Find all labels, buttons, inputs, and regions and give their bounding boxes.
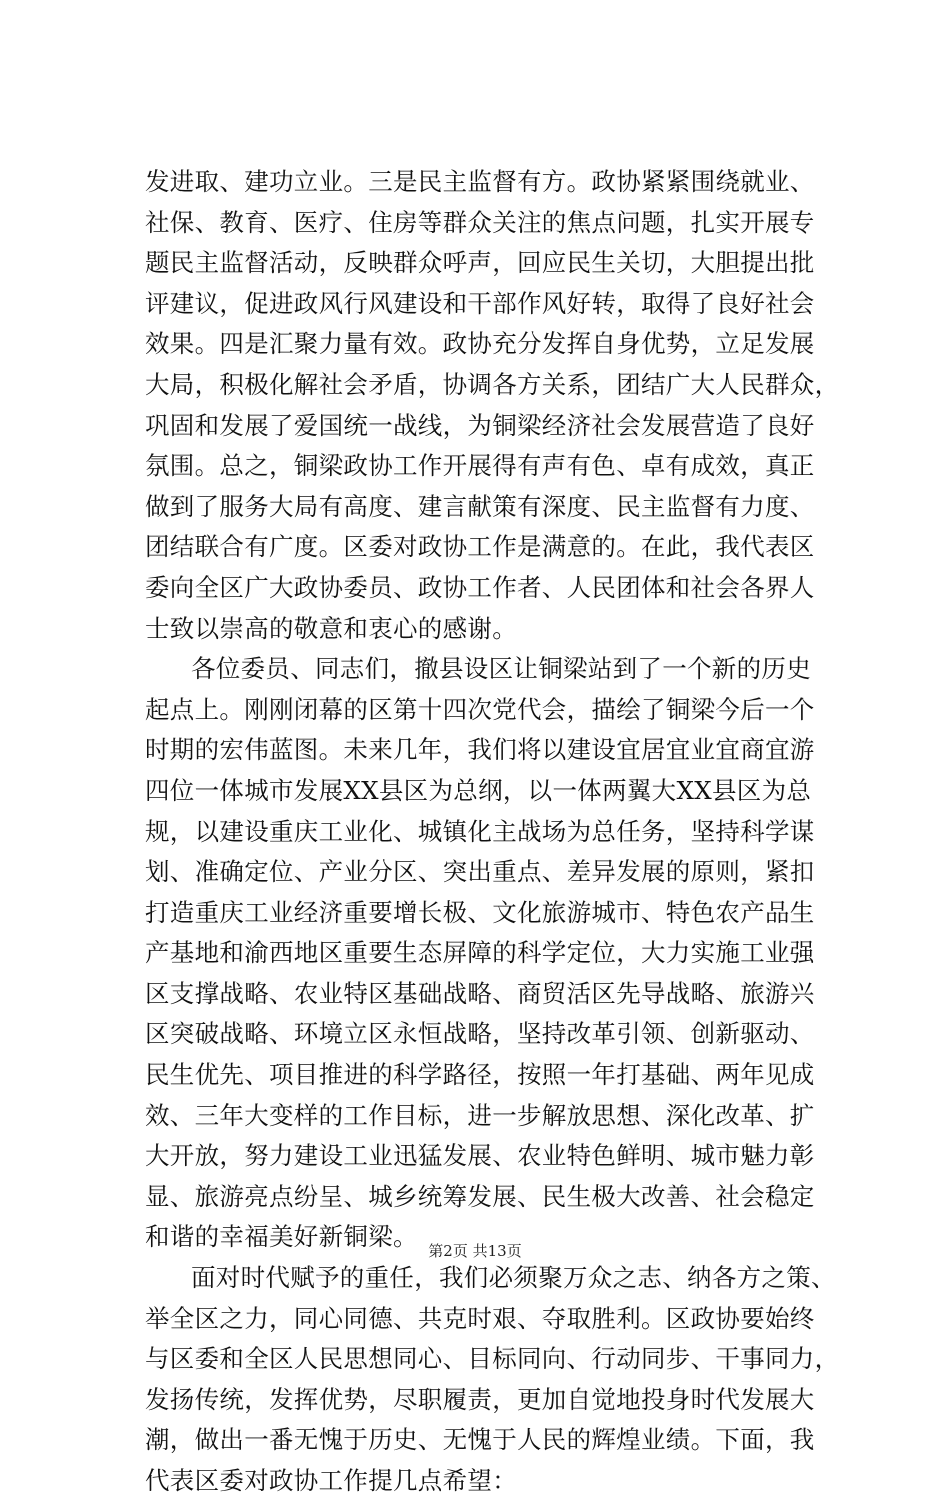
paragraph-first-line: 面对时代赋予的重任，我们必须聚万众之志、纳各方之策、 <box>191 1263 836 1293</box>
text-line: 举全区之力，同心同德、共克时艰、夺取胜利。区政协要始终 <box>145 1303 815 1333</box>
text-line: 发扬传统，发挥优势，尽职履责，更加自觉地投身时代发展大 <box>145 1384 815 1414</box>
text-line: 氛围。总之，铜梁政协工作开展得有声有色、卓有成效，真正 <box>145 451 815 481</box>
page-number-footer: 第2页 共13页 <box>428 1242 522 1260</box>
text-line: 效果。四是汇聚力量有效。政协充分发挥自身优势，立足发展 <box>145 329 815 359</box>
text-line: 发进取、建功立业。三是民主监督有方。政协紧紧围绕就业、 <box>145 167 815 196</box>
text-line: 做到了服务大局有高度、建言献策有深度、民主监督有力度、 <box>145 491 815 521</box>
body-text <box>145 162 840 1502</box>
text-line: 巩固和发展了爱国统一战线，为铜梁经济社会发展营造了良好 <box>145 410 815 440</box>
text-line: 团结联合有广度。区委对政协工作是满意的。在此，我代表区 <box>145 532 815 562</box>
text-line: 代表区委对政协工作提几点希望： <box>145 1466 517 1495</box>
text-line: 民生优先、项目推进的科学路径，按照一年打基础、两年见成 <box>145 1060 815 1090</box>
text-line: 规，以建设重庆工业化、城镇化主战场为总任务，坚持科学谋 <box>145 816 815 846</box>
text-line: 区支撑战略、农业特区基础战略、商贸活区先导战略、旅游兴 <box>145 978 815 1008</box>
text-line: 划、准确定位、产业分区、突出重点、差异发展的原则，紧扣 <box>145 857 815 887</box>
text-line: 评建议，促进政风行风建设和干部作风好转，取得了良好社会 <box>145 288 815 318</box>
text-line: 大局，积极化解社会矛盾，协调各方关系，团结广大人民群众， <box>145 369 840 399</box>
text-line: 四位一体城市发展XX县区为总纲，以一体两翼大XX县区为总 <box>145 775 812 805</box>
text-line: 与区委和全区人民思想同心、目标同向、行动同步、干事同力， <box>145 1344 840 1374</box>
text-line: 时期的宏伟蓝图。未来几年，我们将以建设宜居宜业宜商宜游 <box>145 735 815 765</box>
text-line: 潮，做出一番无愧于历史、无愧于人民的辉煌业绩。下面，我 <box>145 1425 815 1455</box>
text-line: 区突破战略、环境立区永恒战略，坚持改革引领、创新驱动、 <box>145 1019 815 1049</box>
text-line: 士致以崇高的敬意和衷心的感谢。 <box>145 613 517 643</box>
text-line: 大开放，努力建设工业迅猛发展、农业特色鲜明、城市魅力彰 <box>145 1141 815 1171</box>
text-line: 打造重庆工业经济重要增长极、文化旅游城市、特色农产品生 <box>145 897 815 927</box>
text-line: 效、三年大变样的工作目标，进一步解放思想、深化改革、扩 <box>145 1100 815 1130</box>
text-line: 和谐的幸福美好新铜梁。 <box>145 1222 418 1252</box>
text-line: 社保、教育、医疗、住房等群众关注的焦点问题，扎实开展专 <box>145 207 815 237</box>
text-line: 产基地和渝西地区重要生态屏障的科学定位，大力实施工业强 <box>145 938 815 968</box>
text-line: 题民主监督活动，反映群众呼声，回应民生关切，大胆提出批 <box>145 248 815 278</box>
text-line: 显、旅游亮点纷呈、城乡统筹发展、民生极大改善、社会稳定 <box>145 1181 815 1211</box>
paragraph-first-line: 各位委员、同志们，撤县设区让铜梁站到了一个新的历史 <box>191 654 811 684</box>
text-line: 起点上。刚刚闭幕的区第十四次党代会，描绘了铜梁今后一个 <box>145 694 815 724</box>
text-line: 委向全区广大政协委员、政协工作者、人民团体和社会各界人 <box>145 572 815 602</box>
